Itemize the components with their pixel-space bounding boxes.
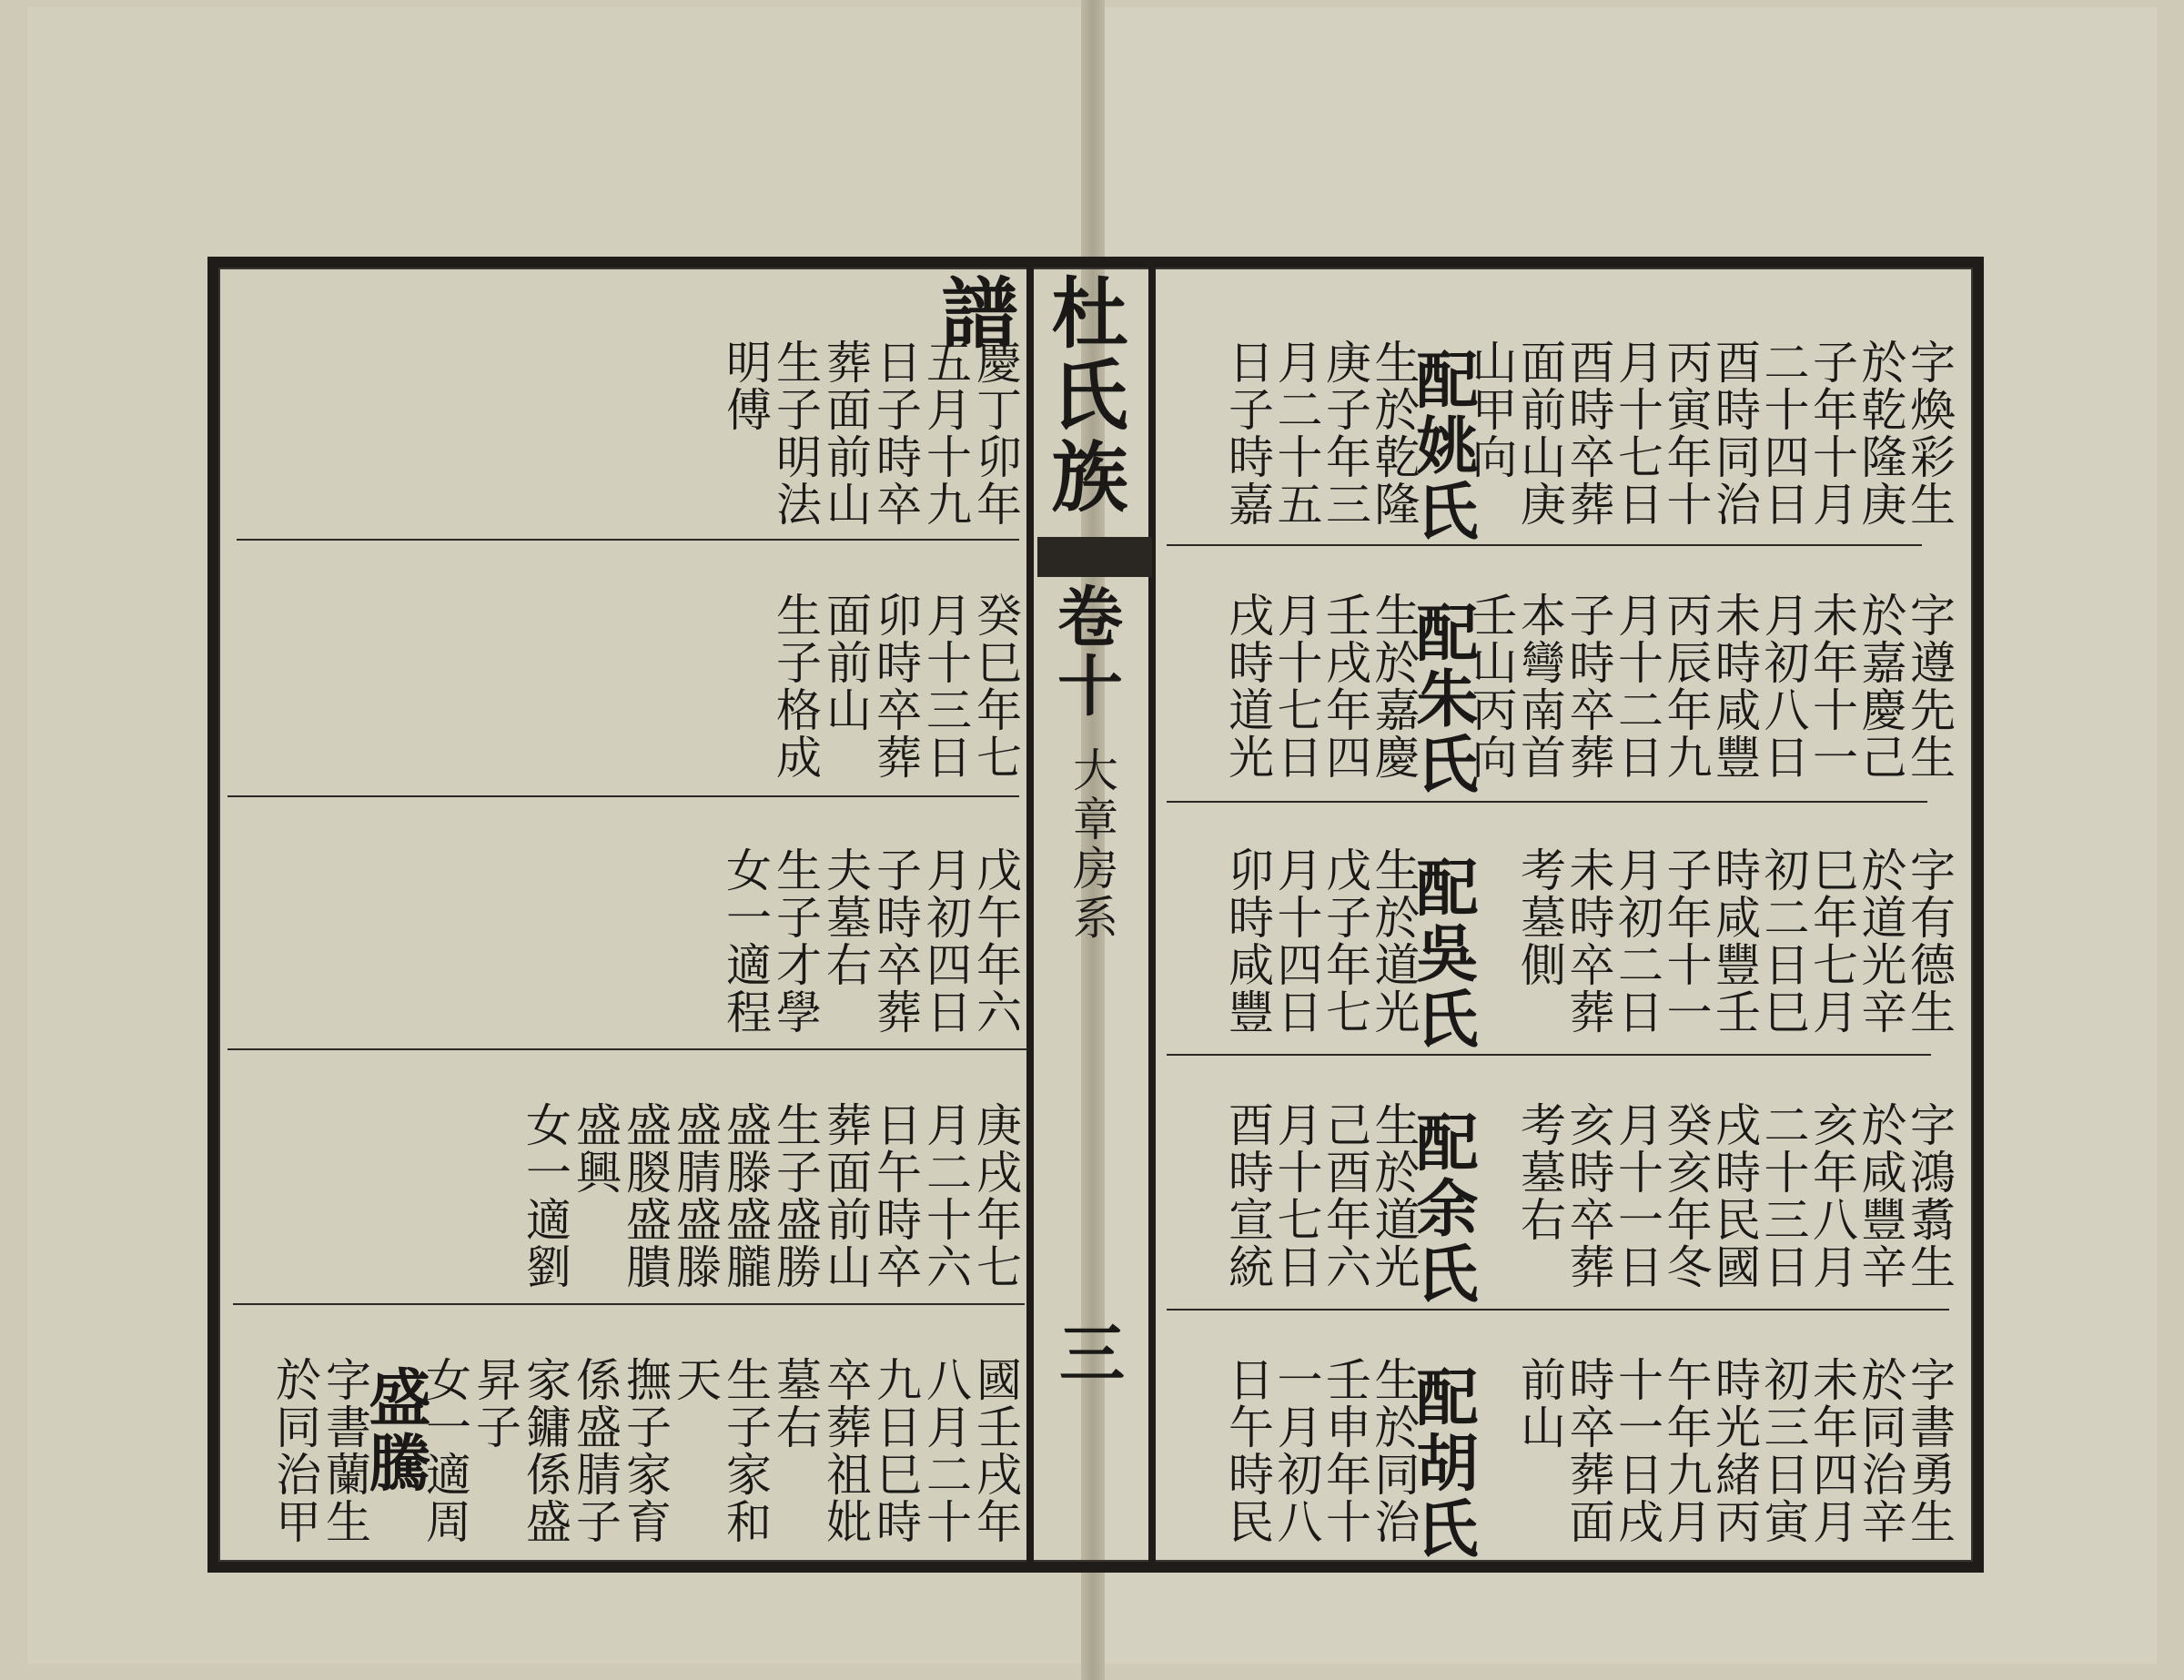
right-page-row-5-col-9: 前山 [1513,1356,1566,1451]
right-page-row-1-col-11: 配姚氏 [1406,348,1479,544]
left-page-row-4-col-6: 盛滕盛朧 [719,1101,772,1290]
left-row-divider-2 [228,795,1019,797]
left-page-row-5-col-15: 於同治甲 [268,1356,321,1545]
right-page-row-3-col-6: 子年十一 [1659,846,1713,1036]
left-page-row-1-col-4: 葬面前山 [819,339,872,528]
right-page-row-2-col-12: 生於嘉慶 [1367,592,1421,781]
left-page-row-3-col-3: 子時卒葬 [869,846,922,1036]
branch-label: 大章房系 [1066,746,1118,943]
right-page-row-4-col-7: 月十一日 [1611,1101,1663,1290]
right-page-row-1-col-1: 字煥彩生 [1903,339,1956,528]
right-page-row-5-col-1: 字書勇生 [1903,1356,1956,1545]
right-page-row-2-col-11: 配朱氏 [1406,601,1479,797]
right-page-row-1-col-15: 日子時嘉 [1221,339,1274,528]
right-page-row-3-col-4: 初二日巳 [1756,846,1810,1036]
right-page-row-5-col-6: 午年九月 [1659,1356,1713,1545]
fishtail-mark [1037,537,1152,577]
right-row-divider-3 [1167,1054,1931,1056]
right-page-row-1-col-2: 於乾隆庚 [1854,339,1907,528]
left-page-row-1-col-5: 生子明法 [769,339,822,528]
right-page-row-2-col-1: 字遵先生 [1903,592,1956,781]
left-page-row-5-col-3: 九日巳時 [869,1356,922,1545]
left-page-row-4-col-10: 女一適劉 [519,1101,571,1290]
right-page-row-5-col-14: 一月初八 [1269,1356,1323,1545]
right-page-row-4-col-12: 生於道光 [1367,1101,1421,1290]
left-page-row-4-col-7: 盛腈盛滕 [669,1101,722,1290]
right-page-row-4-col-3: 亥年八月 [1805,1101,1858,1290]
right-page-row-3-col-12: 生於道光 [1367,846,1421,1036]
right-page-row-5-col-12: 生於同治 [1367,1356,1421,1545]
right-page-row-5-col-5: 時光緒丙 [1708,1356,1761,1545]
left-page-row-5-col-12: 女一適周 [419,1356,471,1545]
left-page-row-4-col-4: 葬面前山 [819,1101,872,1290]
left-row-divider-1 [237,539,1019,541]
left-page-row-2-col-5: 生子格成 [769,592,822,781]
left-page-row-3-col-6: 女一適程 [719,846,772,1036]
right-page-row-4-col-8: 亥時卒葬 [1562,1101,1615,1290]
left-page-row-5-col-8: 撫子家育 [619,1356,672,1545]
right-page-row-2-col-15: 戌時道光 [1221,592,1274,781]
left-page-row-3-col-5: 生子才學 [769,846,822,1036]
left-row-divider-3 [228,1048,1028,1050]
left-page-row-3-col-2: 月初四日 [919,846,972,1036]
page-number: 三 [1059,1315,1126,1392]
right-page-row-3-col-7: 月初二日 [1611,846,1663,1036]
right-page-row-1-col-7: 月十七日 [1611,339,1663,528]
right-page-row-5-col-11: 配胡氏 [1406,1365,1479,1562]
right-page-row-3-col-2: 於道光辛 [1854,846,1907,1036]
left-page-row-3-col-1: 戊午年六 [969,846,1022,1036]
right-page-row-5-col-8: 時卒葬面 [1562,1356,1615,1545]
right-page-row-2-col-7: 月十二日 [1611,592,1663,781]
right-page-row-1-col-6: 丙寅年十 [1659,339,1713,528]
right-page-row-5-col-4: 初三日寅 [1756,1356,1810,1545]
left-page-row-4-col-3: 日午時卒 [869,1101,922,1290]
right-page-row-5-col-7: 十一日戌 [1611,1356,1663,1545]
right-page-row-3-col-1: 字有德生 [1903,846,1956,1036]
left-page-row-5-col-2: 八月二十 [919,1356,972,1545]
right-page-row-4-col-13: 己酉年六 [1319,1101,1371,1290]
right-page-row-5-col-2: 於同治辛 [1854,1356,1907,1545]
left-page-row-5-col-4: 卒葬祖妣 [819,1356,872,1545]
left-page-row-3-col-4: 夫墓右 [819,846,872,988]
left-page-row-5-col-14: 字書蘭生 [318,1356,371,1545]
right-page-row-4-col-4: 二十三日 [1756,1101,1810,1290]
right-page-row-4-col-2: 於咸豐辛 [1854,1101,1907,1290]
right-page-row-3-col-11: 配吳氏 [1406,855,1479,1052]
right-page-row-1-col-3: 子年十月 [1805,339,1858,528]
right-page-row-2-col-13: 壬戌年四 [1319,592,1371,781]
left-page-row-2-col-3: 卯時卒葬 [869,592,922,781]
left-page-row-1-col-2: 五月十九 [919,339,972,528]
right-page-row-3-col-5: 時咸豐壬 [1708,846,1761,1036]
left-page-row-2-col-2: 月十三日 [919,592,972,781]
right-page-row-1-col-12: 生於乾隆 [1367,339,1421,528]
left-page-row-4-col-5: 生子盛勝 [769,1101,822,1290]
right-page-row-3-col-14: 月十四日 [1269,846,1323,1036]
left-page-row-4-col-1: 庚戌年七 [969,1101,1022,1290]
left-page-row-2-col-4: 面前山 [819,592,872,734]
left-page-row-5-col-10: 家鏞係盛 [519,1356,571,1545]
right-page-row-3-col-3: 巳年七月 [1805,846,1858,1036]
left-page-row-5-col-5: 墓右 [769,1356,822,1451]
left-page-row-5-col-7: 天 [669,1356,722,1403]
left-page-row-5-col-11: 昇子 [469,1356,521,1451]
right-page-row-5-col-3: 未年四月 [1805,1356,1858,1545]
right-page-row-4-col-9: 考墓右 [1513,1101,1566,1243]
left-page-row-1-col-6: 明傅 [719,339,772,433]
right-page-row-1-col-9: 面前山庚 [1513,339,1566,528]
right-page-row-4-col-5: 戌時民國 [1708,1101,1761,1290]
right-row-divider-4 [1167,1309,1949,1311]
right-page-row-3-col-15: 卯時咸豐 [1221,846,1274,1036]
left-page-row-4-col-9: 盛興 [569,1101,622,1196]
right-row-divider-1 [1167,544,1922,546]
right-page-row-3-col-8: 未時卒葬 [1562,846,1615,1036]
right-page-row-1-col-4: 二十四日 [1756,339,1810,528]
right-page-row-4-col-14: 月十七日 [1269,1101,1323,1290]
left-page-row-5-col-13: 盛騰 [359,1365,431,1496]
right-page-row-1-col-10: 山甲向 [1464,339,1518,481]
right-page-row-5-col-13: 壬申年十 [1319,1356,1371,1545]
right-page-row-4-col-1: 字鴻翥生 [1903,1101,1956,1290]
right-page-row-4-col-11: 配余氏 [1406,1110,1479,1307]
right-page-row-4-col-6: 癸亥年冬 [1659,1101,1713,1290]
right-page-row-2-col-8: 子時卒葬 [1562,592,1615,781]
right-page-row-5-col-15: 日午時民 [1221,1356,1274,1545]
left-row-divider-4 [233,1303,1025,1305]
center-column-right-border [1148,268,1156,1562]
left-page-row-5-col-1: 國壬戌年 [969,1356,1022,1545]
right-page-row-2-col-2: 於嘉慶己 [1854,592,1907,781]
right-page-row-1-col-14: 月二十五 [1269,339,1323,528]
right-page-row-3-col-9: 考墓側 [1513,846,1566,988]
right-page-row-2-col-9: 本彎南首 [1513,592,1566,781]
left-page-row-5-col-6: 生子家和 [719,1356,772,1545]
right-page-row-2-col-14: 月十七日 [1269,592,1323,781]
right-page-row-3-col-13: 戊子年七 [1319,846,1371,1036]
left-page-row-1-col-1: 慶丁卯年 [969,339,1022,528]
left-page-row-4-col-8: 盛朡盛膭 [619,1101,672,1290]
right-page-row-2-col-3: 未年十一 [1805,592,1858,781]
left-page-row-2-col-1: 癸巳年七 [969,592,1022,781]
right-page-row-2-col-4: 月初八日 [1756,592,1810,781]
right-page-row-1-col-8: 酉時卒葬 [1562,339,1615,528]
right-page-row-1-col-13: 庚子年三 [1319,339,1371,528]
left-page-row-4-col-2: 月二十六 [919,1101,972,1290]
right-row-divider-2 [1167,801,1927,803]
right-page-row-1-col-5: 酉時同治 [1708,339,1761,528]
left-page-row-5-col-9: 係盛腈子 [569,1356,622,1545]
right-page-row-4-col-15: 酉時宣統 [1221,1101,1274,1290]
book-title: 杜氏族譜 [929,273,1129,519]
left-page-row-1-col-3: 日子時卒 [869,339,922,528]
right-page-row-2-col-10: 壬山丙向 [1464,592,1518,781]
volume-label: 卷十 [1046,582,1124,721]
right-page-row-2-col-5: 未時咸豐 [1708,592,1761,781]
right-page-row-2-col-6: 丙辰年九 [1659,592,1713,781]
